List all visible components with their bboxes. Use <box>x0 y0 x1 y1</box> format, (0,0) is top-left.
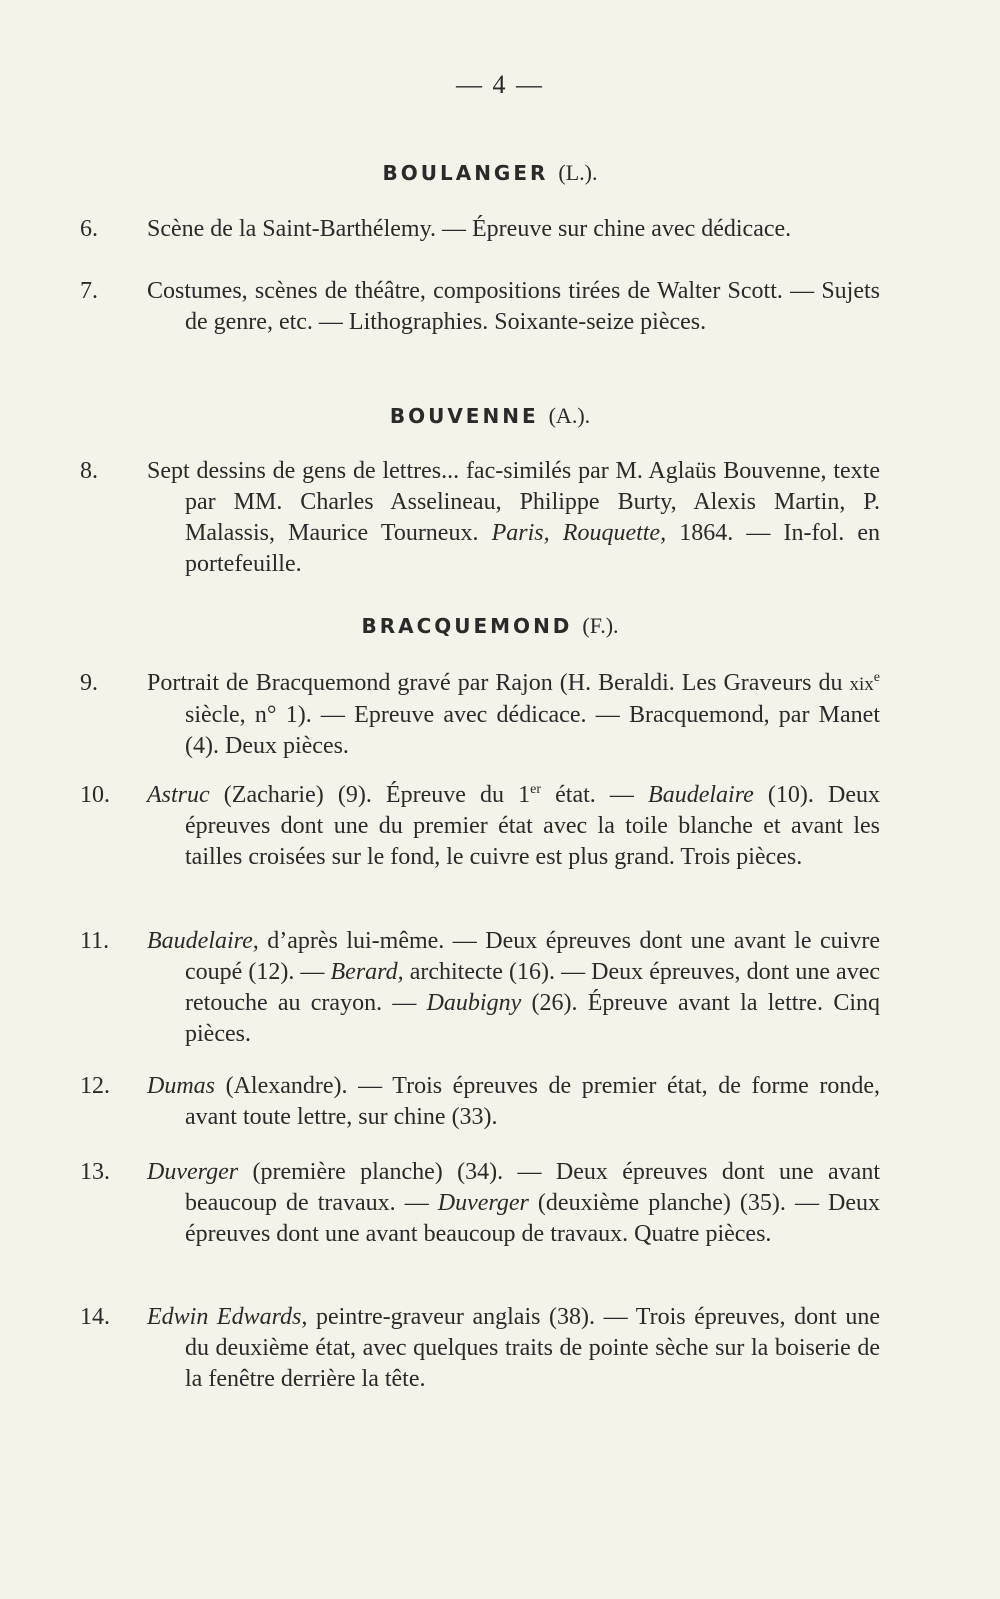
artist-initial: (A.). <box>548 403 591 428</box>
page-number: — 4 — <box>456 70 544 99</box>
artist-initial: (L.). <box>558 160 598 185</box>
entry-number: 13. <box>80 1159 110 1185</box>
entry-number: 6. <box>80 216 98 242</box>
artist-initial: (F.). <box>582 613 619 638</box>
entry-number: 11. <box>80 928 110 954</box>
entry-14 <box>80 1302 880 1395</box>
artist-name: BOUVENNE <box>389 404 539 428</box>
work-title-italic: Astruc <box>147 782 210 808</box>
work-title-italic: Daubigny <box>426 990 522 1016</box>
entry-number: 12. <box>80 1073 110 1099</box>
entry-7 <box>80 276 880 338</box>
work-title-italic: Berard, <box>330 959 404 985</box>
entry-text: Costumes, scènes de théâtre, compositions tirées de Walter Scott. — Sujets de genre, etc. — Lithographies. Soixante-seize pièces. <box>147 278 880 335</box>
entry-number: 14. <box>80 1304 110 1330</box>
entry-12 <box>80 1071 880 1133</box>
heading-bouvenne <box>0 403 980 429</box>
entry-text: Duverger (première planche) (34). — Deux épreuves dont une avant beaucoup de travaux. — Duverger (deuxième planche) (35). — Deux épreuves dont une avant beaucoup de travaux. Quatre pièces. <box>147 1159 881 1247</box>
work-title-italic: Baudelaire <box>648 782 754 808</box>
entry-6 <box>80 214 880 245</box>
entry-text: Edwin Edwards, peintre-graveur anglais (38). — Trois épreuves, dont une du deuxième état, avec quelques traits de pointe sèche sur la boiserie de la fenêtre derrière la tête. <box>147 1304 880 1392</box>
work-title-italic: Baudelaire, <box>147 928 259 954</box>
entry-text: Scène de la Saint-Barthélemy. — Épreuve sur chine avec dédicace. <box>147 216 792 242</box>
entry-9 <box>80 668 880 762</box>
work-title-italic: Duverger <box>437 1190 529 1216</box>
entry-10 <box>80 780 880 873</box>
entry-text: Astruc (Zacharie) (9). Épreuve du 1er état. — Baudelaire (10). Deux épreuves dont une du premier état avec la toile blanche et avant les tailles croisées sur le fond, le cuivre est plus grand. Trois pièces. <box>147 782 881 870</box>
heading-boulanger <box>0 160 980 186</box>
entry-number: 9. <box>80 670 98 696</box>
work-title-italic: Edwin Edwards, <box>147 1304 308 1330</box>
work-title-italic: Dumas <box>147 1073 216 1099</box>
entry-number: 10. <box>80 782 110 808</box>
artist-name: BRACQUEMOND <box>361 614 573 638</box>
entry-text: Portrait de Bracquemond gravé par Rajon (H. Beraldi. Les Graveurs du xix$^e$ siècle, n° 1). — Epreuve avec dédicace. — Bracquemond, par Manet (4). Deux pièces. <box>147 670 880 759</box>
entry-text: Baudelaire, d’après lui-même. — Deux épreuves dont une avant le cuivre coupé (12). — Berard, architecte (16). — Deux épreuves, dont une avec retouche au crayon. — Daubigny (26). Épreuve avant la lettre. Cinq pièces. <box>147 928 880 1047</box>
entry-8 <box>80 456 880 580</box>
work-title-italic: Duverger <box>147 1159 239 1185</box>
entry-number: 7. <box>80 278 98 304</box>
entry-13 <box>80 1157 880 1250</box>
heading-bracquemond <box>0 613 980 639</box>
entry-text: Sept dessins de gens de lettres... fac-similés par M. Aglaüs Bouvenne, texte par MM. Charles Asselineau, Philippe Burty, Alexis Martin, P. Malassis, Maurice Tourneux. Paris, Rouquette, 1864. — In-fol. en portefeuille. <box>147 458 881 577</box>
imprint-italic: Paris, Rouquette, <box>491 520 667 546</box>
entry-11 <box>80 926 880 1050</box>
entry-text: Dumas (Alexandre). — Trois épreuves de premier état, de forme ronde, avant toute lettre, sur chine (33). <box>147 1073 880 1130</box>
artist-name: BOULANGER <box>382 161 549 185</box>
entry-number: 8. <box>80 458 98 484</box>
